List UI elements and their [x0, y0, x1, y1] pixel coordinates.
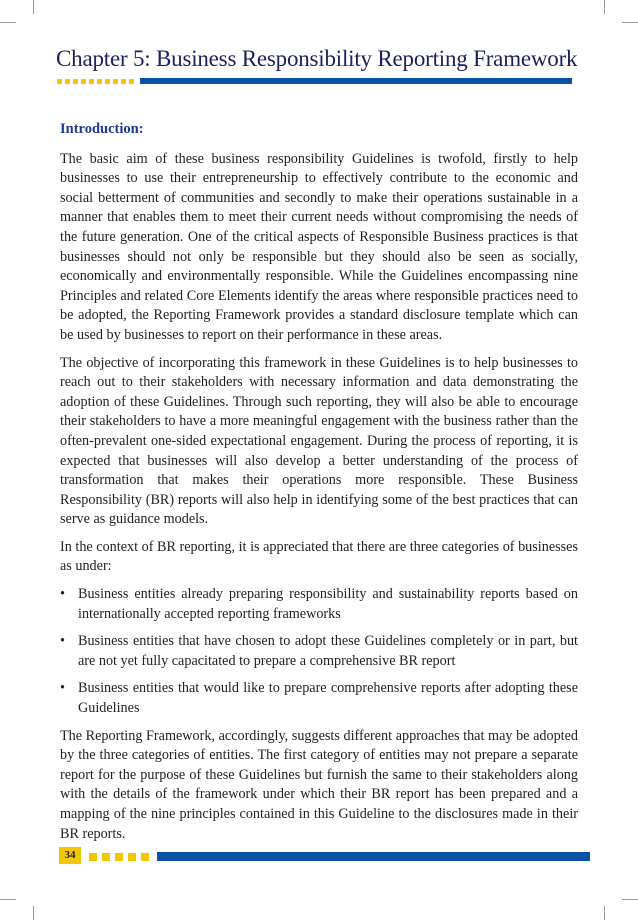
crop-mark	[622, 22, 638, 23]
crop-mark	[33, 0, 34, 14]
rule-square	[89, 79, 94, 84]
crop-mark	[604, 906, 605, 920]
rule-square	[128, 853, 136, 861]
page-number: 34	[59, 847, 81, 864]
crop-mark	[33, 906, 34, 920]
paragraph: The Reporting Framework, accordingly, suggests different approaches that may be adopted by the three categories of entities. The first category of entities may not prepare a separate report for the purpose of these Guidelines but furnish the same to their stakeholders along with the details of the framework under which their BR report has been prepared and a mapping of the nine principles contained in this Guideline to the disclosures made in their BR reports.	[60, 727, 578, 842]
paragraph: The objective of incorporating this framework in these Guidelines is to help businesses to reach out to their stakeholders with necessary information and data demonstrating the adoption of these Guidelines. Through such reporting, they will also be able to encourage their stakeholders to have a more meaningful engagement with the business rather than the often-prevalent one-sided expectational engagement. During the process of reporting, it is expected that businesses will also develop a better understanding of the process of transformation that makes their operations more responsible. These Business Responsibility (BR) reports will also help in identifying some of the best practices that can serve as guidance models.	[60, 354, 578, 528]
rule-square	[73, 79, 78, 84]
body-content	[60, 120, 578, 852]
chapter-title: Chapter 5: Business Responsibility Reporting Framework	[56, 46, 578, 71]
bullet-list	[60, 585, 578, 719]
bullet-item: • Business entities already preparing responsibility and sustainability reports based on internationally accepted reporting frameworks	[60, 585, 578, 624]
rule-square	[141, 853, 149, 861]
rule-square	[129, 79, 134, 84]
rule-square	[121, 79, 126, 84]
rule-square	[115, 853, 123, 861]
rule-square	[65, 79, 70, 84]
rule-bar	[140, 78, 572, 84]
rule-square	[81, 79, 86, 84]
crop-mark	[622, 899, 638, 900]
paragraph: In the context of BR reporting, it is appreciated that there are three categories of businesses as under:	[60, 538, 578, 575]
rule-square	[105, 79, 110, 84]
crop-mark	[604, 0, 605, 14]
title-rule	[57, 78, 572, 84]
rule-bar	[157, 852, 590, 861]
footer-rule	[89, 852, 590, 861]
rule-square	[57, 79, 62, 84]
paragraph: The basic aim of these business responsibility Guidelines is twofold, firstly to help businesses to use their entrepreneurship to effectively contribute to the economic and social betterment of communities and secondly to make their operations sustainable in a manner that enables them to meet their current needs without compromising the needs of the future generation. One of the critical aspects of Responsible Business practices is that businesses should not only be responsible but they should also be seen as socially, economically and environmentally responsible. While the Guidelines encompassing nine Principles and related Core Elements identify the areas where responsible practices need to be adopted, the Reporting Framework provides a standard disclosure template which can be used by businesses to report on their performance in these areas.	[60, 150, 578, 343]
crop-mark	[0, 22, 16, 23]
section-heading: Introduction:	[60, 121, 144, 137]
rule-square	[89, 853, 97, 861]
bullet-item: • Business entities that would like to prepare comprehensive reports after adopting these Guidelines	[60, 679, 578, 718]
rule-square	[97, 79, 102, 84]
bullet-item: • Business entities that have chosen to adopt these Guidelines completely or in part, but are not yet fully capacitated to prepare a comprehensive BR report	[60, 632, 578, 671]
rule-square	[113, 79, 118, 84]
crop-mark	[0, 899, 16, 900]
rule-square	[102, 853, 110, 861]
